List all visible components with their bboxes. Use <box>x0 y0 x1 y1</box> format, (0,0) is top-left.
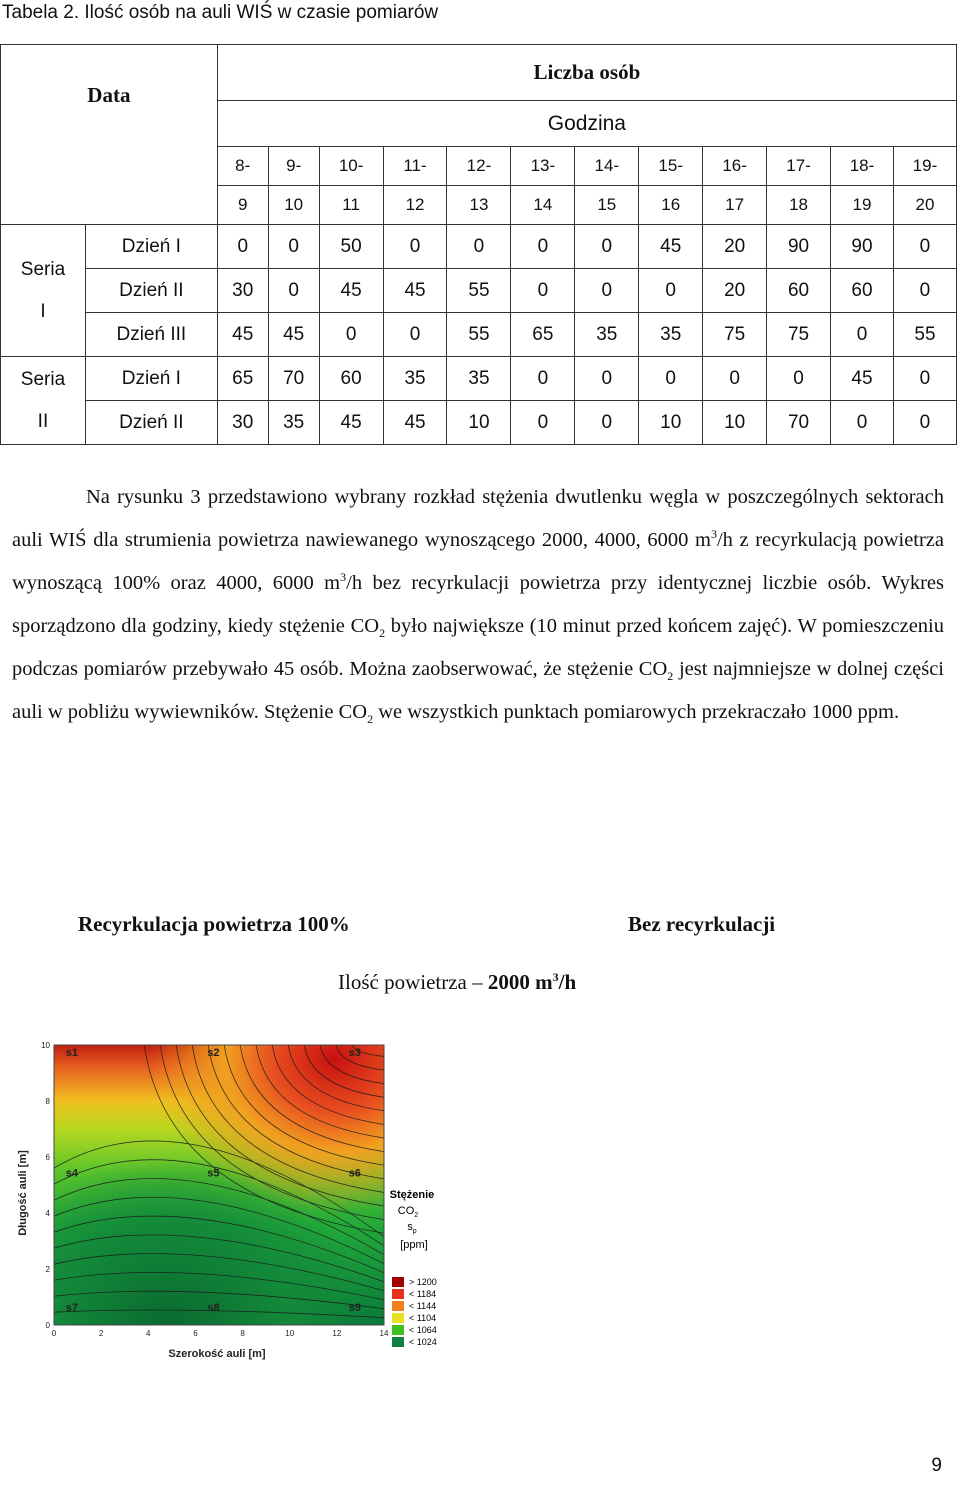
table-row <box>1 225 957 269</box>
value-cell: 0 <box>893 269 956 313</box>
measurement-point-s4: s4 <box>65 1167 79 1180</box>
y-axis-label: Długość auli [m] <box>17 1150 29 1236</box>
legend-title-1: Stężenie <box>389 1189 435 1201</box>
legend-s: s <box>407 1221 413 1233</box>
value-cell: 55 <box>447 313 511 357</box>
value-cell: 0 <box>511 401 575 445</box>
y-tick-label: 8 <box>45 1097 50 1106</box>
value-cell: 50 <box>319 225 383 269</box>
value-cell: 60 <box>831 269 894 313</box>
para-text: było największe (10 minut przed końcem zajęć). W pomieszczeniu podczas pomiarów przebywało 45 osób. Można zaobserwować, że stężenie CO <box>12 615 944 680</box>
value-cell: 35 <box>575 313 639 357</box>
value-cell: 0 <box>511 269 575 313</box>
hour-top: 14- <box>575 147 639 186</box>
value-cell: 45 <box>319 269 383 313</box>
legend-co-sub: 2 <box>414 1212 419 1219</box>
series-label-a: Seria <box>20 368 66 390</box>
series-label-b: I <box>40 300 46 322</box>
series-label <box>1 357 86 445</box>
hour-top: 9- <box>268 147 319 186</box>
value-cell: 75 <box>703 313 767 357</box>
hour-bottom: 16 <box>639 186 703 225</box>
y-tick-label: 2 <box>45 1265 50 1274</box>
value-cell: 0 <box>217 225 268 269</box>
table-row <box>1 313 957 357</box>
x-tick-label: 8 <box>240 1329 245 1338</box>
value-cell: 0 <box>831 401 894 445</box>
value-cell: 35 <box>447 357 511 401</box>
value-cell: 0 <box>639 269 703 313</box>
value-cell: 0 <box>639 357 703 401</box>
label-no-recirculation: Bez recyrkulacji <box>628 912 776 936</box>
hour-bottom: 10 <box>268 186 319 225</box>
air-label-value: 2000 m <box>487 970 553 994</box>
legend-item-label: < 1064 <box>409 1325 437 1335</box>
value-cell: 0 <box>767 357 831 401</box>
value-cell: 20 <box>703 225 767 269</box>
hour-bottom: 9 <box>217 186 268 225</box>
page-number: 9 <box>931 1455 942 1476</box>
value-cell: 0 <box>383 225 447 269</box>
value-cell: 45 <box>319 401 383 445</box>
hour-top: 12- <box>447 147 511 186</box>
value-cell: 60 <box>319 357 383 401</box>
legend-swatch <box>392 1301 404 1311</box>
hour-top: 13- <box>511 147 575 186</box>
legend-item-label: < 1184 <box>409 1289 437 1299</box>
hour-bottom: 19 <box>831 186 894 225</box>
para-text: Na rysunku 3 przedstawiono wybrany rozkład stężenia dwutlenku węgla w poszczególnych sektorach auli WIŚ dla strumienia powietrza nawiewanego wynoszącego 2000, 4000, 6000 m <box>12 486 944 551</box>
para-sub: 2 <box>379 626 386 641</box>
value-cell: 45 <box>268 313 319 357</box>
x-tick-label: 2 <box>98 1329 104 1338</box>
value-cell: 70 <box>268 357 319 401</box>
y-tick-label: 0 <box>45 1321 50 1330</box>
value-cell: 0 <box>268 269 319 313</box>
value-cell: 0 <box>893 357 956 401</box>
value-cell: 65 <box>511 313 575 357</box>
para-text: /h z recyrkulacją powietrza wynoszącą 100% oraz 4000, 6000 m <box>12 529 945 594</box>
value-cell: 55 <box>447 269 511 313</box>
para-sub: 2 <box>667 669 674 684</box>
value-cell: 10 <box>639 401 703 445</box>
air-label-sup: 3 <box>552 970 559 984</box>
air-label-text: Ilość powietrza – <box>338 970 488 994</box>
value-cell: 35 <box>268 401 319 445</box>
hour-top: 15- <box>639 147 703 186</box>
value-cell: 0 <box>383 313 447 357</box>
x-tick-label: 12 <box>332 1329 342 1338</box>
value-cell: 45 <box>639 225 703 269</box>
y-tick-label: 4 <box>45 1209 50 1218</box>
air-volume-label <box>338 970 576 995</box>
legend-swatch <box>392 1325 404 1335</box>
para-text: jest najmniejsze w dolnej części auli w pobliżu wywiewników. Stężenie CO <box>12 658 944 723</box>
legend-item-label: < 1104 <box>409 1313 437 1323</box>
value-cell: 0 <box>575 225 639 269</box>
table-row <box>1 269 957 313</box>
value-cell: 0 <box>831 313 894 357</box>
header-date: Data <box>1 45 218 147</box>
legend-title-3 <box>407 1221 417 1235</box>
value-cell: 0 <box>319 313 383 357</box>
value-cell: 70 <box>767 401 831 445</box>
y-tick-label: 6 <box>45 1153 50 1162</box>
measurement-point-s2: s2 <box>207 1047 220 1060</box>
legend-swatch <box>392 1277 404 1287</box>
value-cell: 45 <box>383 401 447 445</box>
legend-title-2 <box>398 1205 419 1219</box>
x-tick-label: 14 <box>379 1329 389 1338</box>
measurement-point-s7: s7 <box>65 1302 79 1314</box>
value-cell: 0 <box>703 357 767 401</box>
day-cell: Dzień III <box>85 313 217 357</box>
table-caption: Tabela 2. Ilość osób na auli WIŚ w czasie pomiarów <box>2 2 439 23</box>
x-tick-label: 4 <box>146 1329 151 1338</box>
value-cell: 75 <box>767 313 831 357</box>
persons-table <box>0 44 957 445</box>
measurement-point-s1: s1 <box>65 1047 79 1060</box>
day-cell: Dzień II <box>85 401 217 445</box>
x-tick-label: 0 <box>51 1329 57 1338</box>
legend-swatch <box>392 1337 404 1347</box>
value-cell: 90 <box>767 225 831 269</box>
value-cell: 0 <box>511 357 575 401</box>
value-cell: 0 <box>575 269 639 313</box>
hour-top: 16- <box>703 147 767 186</box>
measurement-point-s5: s5 <box>207 1167 220 1180</box>
hour-top: 17- <box>767 147 831 186</box>
measurement-point-s8: s8 <box>207 1302 220 1314</box>
x-axis-label: Szerokość auli [m] <box>168 1348 266 1360</box>
value-cell: 0 <box>511 225 575 269</box>
hour-bottom: 14 <box>511 186 575 225</box>
legend-item-label: < 1024 <box>409 1337 437 1347</box>
hour-bottom: 18 <box>767 186 831 225</box>
co2-contour-figure <box>12 1033 452 1361</box>
x-tick-label: 10 <box>285 1329 295 1338</box>
measurement-point-s9: s9 <box>348 1302 361 1314</box>
series-label-a: Seria <box>20 258 66 280</box>
hour-top: 10- <box>319 147 383 186</box>
value-cell: 0 <box>268 225 319 269</box>
para-sup: 3 <box>710 527 717 542</box>
value-cell: 90 <box>831 225 894 269</box>
measurement-point-s3: s3 <box>348 1047 361 1060</box>
value-cell: 0 <box>447 225 511 269</box>
legend <box>390 1189 437 1347</box>
contour-plot-area <box>54 1045 384 1325</box>
value-cell: 0 <box>575 357 639 401</box>
value-cell: 20 <box>703 269 767 313</box>
value-cell: 0 <box>893 225 956 269</box>
value-cell: 10 <box>447 401 511 445</box>
value-cell: 0 <box>575 401 639 445</box>
value-cell: 45 <box>831 357 894 401</box>
hour-bottom: 12 <box>383 186 447 225</box>
header-count: Liczba osób <box>217 45 956 101</box>
day-cell: Dzień I <box>85 225 217 269</box>
value-cell: 45 <box>217 313 268 357</box>
para-sup: 3 <box>340 570 347 585</box>
para-sub: 2 <box>367 712 374 727</box>
y-tick-label: 10 <box>41 1041 50 1050</box>
series-label <box>1 225 86 357</box>
hour-top: 19- <box>893 147 956 186</box>
day-cell: Dzień II <box>85 269 217 313</box>
legend-item-label: > 1200 <box>409 1277 437 1287</box>
label-recirculation: Recyrkulacja powietrza 100% <box>78 912 350 936</box>
measurement-point-s6: s6 <box>348 1167 361 1180</box>
value-cell: 35 <box>639 313 703 357</box>
header-blank <box>1 147 218 225</box>
para-text: /h bez recyrkulacji powietrza przy identycznej liczbie osób. Wykres sporządzono dla godziny, kiedy stężenie CO <box>12 572 944 637</box>
para-text: we wszystkich punktach pomiarowych przekraczało 1000 ppm. <box>373 701 900 723</box>
hour-top: 8- <box>217 147 268 186</box>
legend-co: CO <box>397 1205 415 1217</box>
value-cell: 60 <box>767 269 831 313</box>
value-cell: 65 <box>217 357 268 401</box>
legend-s-sub: p <box>412 1228 417 1235</box>
table-row <box>1 401 957 445</box>
hour-bottom: 11 <box>319 186 383 225</box>
x-tick-label: 6 <box>193 1329 198 1338</box>
hour-bottom: 15 <box>575 186 639 225</box>
value-cell: 10 <box>703 401 767 445</box>
legend-item-label: < 1144 <box>409 1301 437 1311</box>
legend-swatch <box>392 1313 404 1323</box>
hour-top: 11- <box>383 147 447 186</box>
table-row <box>1 357 957 401</box>
body-paragraph <box>12 476 944 734</box>
hour-bottom: 13 <box>447 186 511 225</box>
legend-title-4: [ppm] <box>400 1239 428 1251</box>
legend-swatch <box>392 1289 404 1299</box>
value-cell: 30 <box>217 401 268 445</box>
value-cell: 55 <box>893 313 956 357</box>
value-cell: 35 <box>383 357 447 401</box>
value-cell: 0 <box>893 401 956 445</box>
series-label-b: II <box>37 410 49 432</box>
value-cell: 45 <box>383 269 447 313</box>
hour-top: 18- <box>831 147 894 186</box>
hour-bottom: 20 <box>893 186 956 225</box>
header-hour: Godzina <box>217 101 956 147</box>
hour-bottom: 17 <box>703 186 767 225</box>
air-label-unit: /h <box>558 970 577 994</box>
value-cell: 30 <box>217 269 268 313</box>
day-cell: Dzień I <box>85 357 217 401</box>
